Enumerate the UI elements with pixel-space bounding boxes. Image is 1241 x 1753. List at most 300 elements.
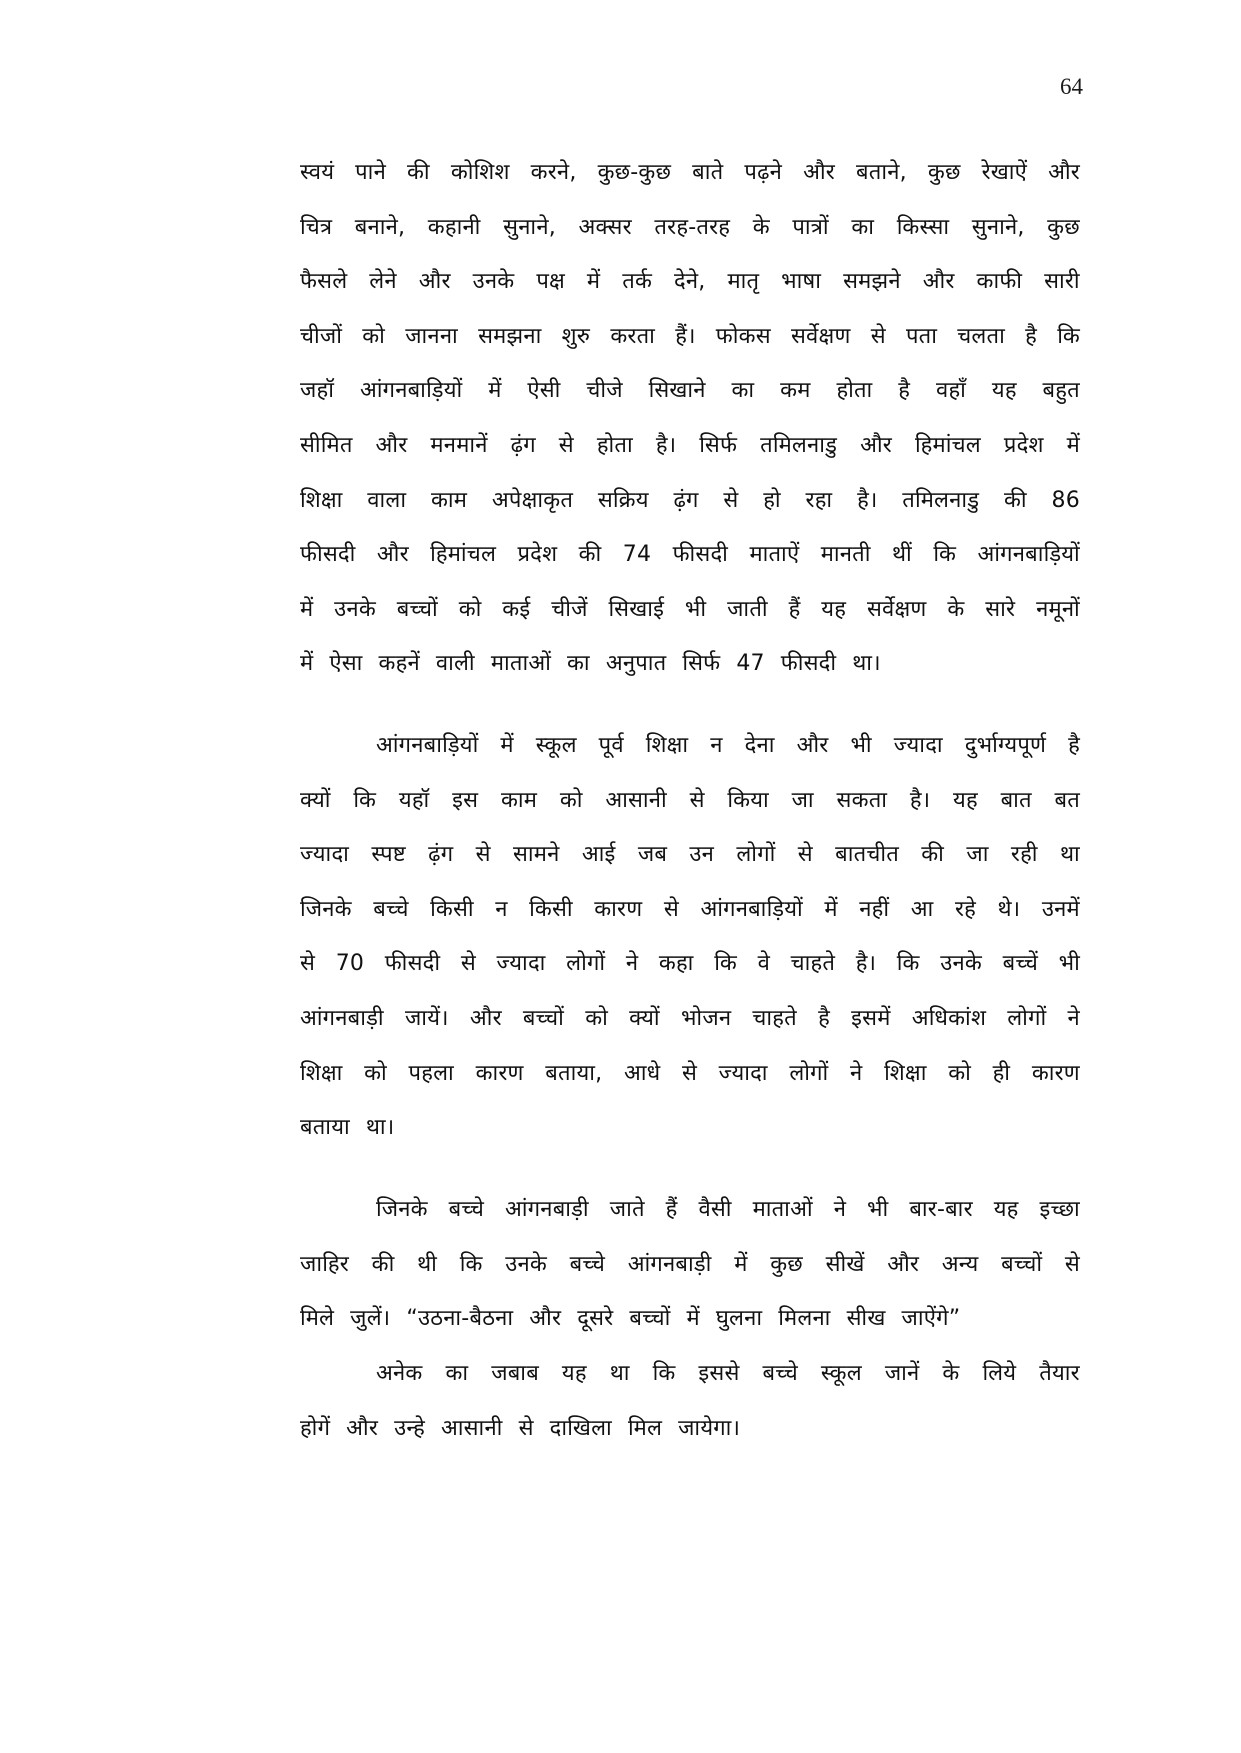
word: यहॉ bbox=[398, 787, 430, 813]
word: फीसदी bbox=[780, 651, 837, 677]
word: सामने bbox=[513, 842, 560, 868]
word: है। bbox=[909, 787, 931, 813]
word: को bbox=[948, 1060, 971, 1086]
text-line bbox=[300, 1238, 1080, 1293]
word: जाते bbox=[609, 1197, 645, 1222]
word: थी bbox=[417, 1251, 438, 1277]
word: सिखाने bbox=[648, 378, 706, 404]
word: किस्सा bbox=[896, 214, 950, 240]
word: आंगनबाड़ी bbox=[300, 1005, 384, 1031]
word: से bbox=[1064, 1251, 1080, 1277]
word: तर्क bbox=[622, 269, 653, 295]
word: से bbox=[797, 842, 813, 868]
word: सारी bbox=[1044, 269, 1080, 295]
word: तमिलनाडु bbox=[760, 432, 838, 458]
word: आंगनबाड़ियों bbox=[376, 733, 479, 758]
word: 86 bbox=[1051, 487, 1080, 513]
word: था। bbox=[852, 651, 881, 677]
paragraph-4 bbox=[300, 1347, 1080, 1456]
word: बच्चे bbox=[373, 896, 409, 922]
word: कुछ-कुछ bbox=[597, 160, 672, 185]
word: माताओं bbox=[752, 1197, 813, 1222]
word: 70 bbox=[335, 951, 365, 977]
word: और bbox=[860, 432, 892, 458]
word: आधे bbox=[623, 1060, 661, 1086]
word: कि bbox=[714, 951, 737, 977]
word: में bbox=[586, 269, 601, 295]
word: कारण bbox=[594, 896, 643, 922]
text-line bbox=[300, 828, 1080, 883]
word: चाहते bbox=[790, 951, 836, 977]
word: वैसी bbox=[698, 1197, 732, 1222]
word: से bbox=[475, 842, 491, 868]
word: हैं bbox=[788, 596, 801, 622]
word: शिक्षा bbox=[884, 1060, 927, 1086]
word: आसानी bbox=[441, 1415, 503, 1441]
word: रहा bbox=[805, 487, 833, 513]
word: की bbox=[921, 842, 945, 868]
word: कि bbox=[459, 1251, 483, 1277]
word: दाखिला bbox=[549, 1415, 612, 1441]
word: स्कूल bbox=[535, 733, 577, 758]
word: लोगों bbox=[1007, 1005, 1047, 1031]
word: देना bbox=[744, 733, 775, 758]
word: बच्चे bbox=[448, 1197, 485, 1222]
word: ढ़ंग bbox=[510, 432, 536, 458]
word: ऐसी bbox=[527, 378, 561, 404]
word: से bbox=[689, 787, 705, 813]
word: यह bbox=[991, 378, 1017, 404]
word: तमिलनाडु bbox=[902, 487, 980, 513]
word: ने bbox=[625, 951, 639, 977]
word: जायेगा। bbox=[678, 1415, 741, 1441]
word: इस bbox=[452, 787, 479, 813]
word: पात्रों bbox=[792, 214, 829, 240]
text-line bbox=[300, 1292, 1080, 1347]
word: तैयार bbox=[1039, 1361, 1080, 1386]
word: स्पष्ट bbox=[371, 842, 406, 868]
word: जानना bbox=[405, 323, 458, 349]
word: है bbox=[898, 378, 911, 404]
word: ने bbox=[1067, 1005, 1080, 1031]
word: से bbox=[558, 432, 574, 458]
word: होता bbox=[596, 432, 633, 458]
word: जा bbox=[791, 787, 814, 813]
word: चित्र bbox=[300, 214, 333, 240]
word: है। bbox=[655, 432, 677, 458]
word: सारे bbox=[985, 596, 1016, 622]
word: कि bbox=[896, 951, 920, 977]
word: किया bbox=[727, 787, 769, 813]
word: बच्चों bbox=[629, 1306, 671, 1332]
word: ज्यादा bbox=[718, 1060, 768, 1086]
text-line bbox=[300, 583, 1080, 638]
word: काफी bbox=[976, 269, 1023, 295]
word: बत bbox=[1054, 787, 1080, 813]
word: कहनें bbox=[378, 651, 420, 677]
word: था bbox=[609, 1361, 630, 1386]
word: आसानी bbox=[605, 787, 667, 813]
word: और bbox=[1048, 160, 1080, 185]
word: यह bbox=[953, 787, 978, 813]
word: में bbox=[300, 596, 314, 622]
word: फीसदी bbox=[300, 542, 356, 568]
word: काम bbox=[430, 487, 468, 513]
word: चाहते bbox=[752, 1005, 797, 1031]
word: अनुपात bbox=[605, 651, 667, 677]
word: हैं। bbox=[675, 323, 696, 349]
word: में bbox=[734, 1251, 748, 1277]
text-line bbox=[300, 528, 1080, 583]
word: लिये bbox=[982, 1361, 1017, 1386]
word: बच्चों bbox=[522, 1005, 565, 1031]
word: सर्वेक्षण bbox=[790, 323, 851, 349]
word: होगें bbox=[300, 1415, 331, 1441]
word: और bbox=[375, 432, 408, 458]
word: वहाँ bbox=[936, 378, 967, 404]
word: वाला bbox=[367, 487, 407, 513]
word: कुछ bbox=[770, 1251, 803, 1277]
word: कि bbox=[933, 542, 957, 568]
word: ऐसा bbox=[329, 651, 363, 677]
word: शिक्षा bbox=[300, 487, 343, 513]
word: बातचीत bbox=[835, 842, 899, 868]
word: वाली bbox=[435, 651, 475, 677]
word: जिनके bbox=[300, 896, 352, 922]
word: में bbox=[300, 651, 314, 677]
word: के bbox=[942, 1361, 960, 1386]
word: आंगनबाड़ियों bbox=[359, 378, 463, 404]
word: के bbox=[752, 214, 770, 240]
word: मिलना bbox=[778, 1306, 831, 1332]
word: बच्चों bbox=[396, 596, 438, 622]
word: बार-बार bbox=[909, 1197, 973, 1222]
word: रेखाऐं bbox=[981, 160, 1028, 185]
word: क्यों bbox=[300, 787, 331, 813]
text-line bbox=[300, 1402, 1080, 1457]
word: सक्रिय bbox=[597, 487, 649, 513]
page-number: 64 bbox=[1060, 74, 1083, 99]
word: कुछ bbox=[927, 160, 961, 185]
word: फैसले bbox=[300, 269, 348, 295]
word: तरह-तरह bbox=[654, 214, 731, 240]
word: जिनके bbox=[376, 1197, 428, 1222]
word: समझने bbox=[843, 269, 901, 295]
word: इसमें bbox=[851, 1005, 891, 1031]
word: करता bbox=[610, 323, 656, 349]
text-line bbox=[300, 364, 1080, 419]
word: ढ़ंग bbox=[428, 842, 454, 868]
word: में bbox=[500, 733, 514, 758]
word: थीं bbox=[891, 542, 912, 568]
word: मानती bbox=[820, 542, 871, 568]
word: में bbox=[1066, 432, 1080, 458]
word: बहुत bbox=[1042, 378, 1080, 404]
word: बनाने, bbox=[354, 214, 406, 240]
word: स्वयं bbox=[300, 160, 335, 185]
word: ने bbox=[833, 1197, 847, 1222]
word: कहा bbox=[658, 951, 694, 977]
word: आ bbox=[910, 896, 934, 922]
word: कहानी bbox=[427, 214, 481, 240]
word: कई bbox=[502, 596, 531, 622]
word: सिखाई bbox=[608, 596, 665, 622]
word: हैं bbox=[665, 1197, 678, 1222]
word: और bbox=[803, 160, 835, 185]
word: कि bbox=[1057, 323, 1080, 349]
word: कारण bbox=[475, 1060, 524, 1086]
word: भी bbox=[1058, 951, 1080, 977]
word: से bbox=[518, 1415, 534, 1441]
word: जायें। bbox=[404, 1005, 449, 1031]
word: बात bbox=[1000, 787, 1032, 813]
word: में bbox=[488, 378, 502, 404]
word: किसी bbox=[430, 896, 474, 922]
word: को bbox=[458, 596, 482, 622]
word: इच्छा bbox=[1039, 1197, 1080, 1222]
word: भोजन bbox=[680, 1005, 732, 1031]
word: भी bbox=[684, 596, 707, 622]
word: की bbox=[578, 542, 602, 568]
word: माताऐं bbox=[749, 542, 800, 568]
word: आई bbox=[581, 842, 616, 868]
text-line bbox=[300, 419, 1080, 474]
word: वे bbox=[757, 951, 771, 977]
word: और bbox=[887, 1251, 920, 1277]
word: ज्यादा bbox=[496, 951, 546, 977]
word: उनमें bbox=[1041, 896, 1080, 922]
text-line bbox=[300, 474, 1080, 529]
word: आंगनबाड़ी bbox=[627, 1251, 712, 1277]
word: मातृ bbox=[727, 269, 760, 295]
word: किसी bbox=[529, 896, 573, 922]
word: और bbox=[922, 269, 955, 295]
word: उनके bbox=[472, 269, 515, 295]
word: फीसदी bbox=[384, 951, 441, 977]
word: फोकस bbox=[715, 323, 771, 349]
word: सुनाने, bbox=[503, 214, 556, 240]
word: मिले bbox=[300, 1306, 335, 1332]
text-line bbox=[300, 146, 1080, 201]
word: थे। bbox=[997, 896, 1021, 922]
word: सिर्फ bbox=[682, 651, 721, 677]
text-line bbox=[300, 201, 1080, 256]
word: फीसदी bbox=[672, 542, 729, 568]
word: लेने bbox=[369, 269, 397, 295]
text-line bbox=[300, 310, 1080, 365]
word: नमूनों bbox=[1036, 596, 1080, 622]
word: पूर्व bbox=[598, 733, 624, 758]
word: का bbox=[445, 1361, 469, 1386]
text-line bbox=[300, 1047, 1080, 1102]
word: जानें bbox=[884, 1361, 920, 1386]
word: शिक्षा bbox=[645, 733, 689, 758]
word: नहीं bbox=[859, 896, 890, 922]
word: उनके bbox=[940, 951, 982, 977]
word: इससे bbox=[698, 1361, 740, 1386]
word: करने, bbox=[530, 160, 577, 185]
word: है bbox=[1025, 323, 1038, 349]
word: “उठना-बैठना bbox=[406, 1306, 514, 1332]
text-line bbox=[300, 883, 1080, 938]
word: बताया, bbox=[545, 1060, 603, 1086]
word: आंगनबाड़ियों bbox=[700, 896, 803, 922]
word: जब bbox=[637, 842, 668, 868]
word: 74 bbox=[622, 542, 652, 568]
word: को bbox=[559, 787, 583, 813]
word: है। bbox=[857, 487, 878, 513]
word: बाते bbox=[692, 160, 724, 185]
word: आंगनबाड़ी bbox=[505, 1197, 589, 1222]
word: पढ़ने bbox=[744, 160, 783, 185]
word: से bbox=[663, 896, 679, 922]
word: और bbox=[529, 1306, 562, 1332]
word: और bbox=[346, 1415, 379, 1441]
word: का bbox=[731, 378, 755, 404]
word: से bbox=[300, 951, 316, 977]
word: जबाब bbox=[491, 1361, 539, 1386]
word: कि bbox=[353, 787, 377, 813]
text-line bbox=[300, 1101, 1080, 1156]
word: में bbox=[686, 1306, 700, 1332]
word: न bbox=[710, 733, 723, 758]
word: चलता bbox=[957, 323, 1005, 349]
word: है। bbox=[855, 951, 877, 977]
word: उनके bbox=[334, 596, 376, 622]
word: यह bbox=[993, 1197, 1019, 1222]
word: बताया bbox=[300, 1115, 350, 1141]
word: मिल bbox=[627, 1415, 663, 1441]
paragraph-3 bbox=[300, 1183, 1080, 1347]
word: हो bbox=[763, 487, 781, 513]
word: जुलें। bbox=[350, 1306, 391, 1332]
word: काम bbox=[500, 787, 538, 813]
word: पता bbox=[905, 323, 938, 349]
word: भी bbox=[867, 1197, 889, 1222]
word: उनके bbox=[505, 1251, 547, 1277]
word: था bbox=[1059, 842, 1080, 868]
word: कारण bbox=[1031, 1060, 1080, 1086]
word: सुनाने, bbox=[971, 214, 1025, 240]
word: बताने, bbox=[856, 160, 907, 185]
word: यह bbox=[561, 1361, 587, 1386]
word: होता bbox=[836, 378, 873, 404]
text-line bbox=[300, 637, 1080, 692]
word: अक्सर bbox=[578, 214, 632, 240]
word: चीजों bbox=[300, 323, 343, 349]
word: जा bbox=[966, 842, 989, 868]
word: को bbox=[585, 1005, 608, 1031]
word: न bbox=[495, 896, 508, 922]
word: शुरु bbox=[561, 323, 591, 349]
word: स्कूल bbox=[820, 1361, 862, 1386]
word: ही bbox=[992, 1060, 1011, 1086]
word: सीखें bbox=[825, 1251, 865, 1277]
word: सीख bbox=[846, 1306, 886, 1332]
word: ज्यादा bbox=[300, 842, 350, 868]
word: से bbox=[723, 487, 739, 513]
word: क्यों bbox=[629, 1005, 660, 1031]
word: चीजे bbox=[586, 378, 623, 404]
word: समझना bbox=[478, 323, 542, 349]
paragraph-2 bbox=[300, 719, 1080, 1156]
word: का bbox=[851, 214, 875, 240]
word: दुर्भाग्यपूर्ण bbox=[964, 733, 1047, 758]
word: पहला bbox=[408, 1060, 454, 1086]
word: के bbox=[947, 596, 965, 622]
word: चीजें bbox=[551, 596, 588, 622]
word: सीमित bbox=[300, 432, 353, 458]
word: लोगों bbox=[789, 1060, 829, 1086]
word: और bbox=[376, 542, 409, 568]
word: ढ़ंग bbox=[673, 487, 699, 513]
word: अपेक्षाकृत bbox=[491, 487, 574, 513]
text-line bbox=[300, 937, 1080, 992]
word: सकता bbox=[836, 787, 888, 813]
text-line bbox=[300, 774, 1080, 829]
word: 47 bbox=[736, 651, 765, 677]
word: अनेक bbox=[376, 1361, 423, 1386]
word: हिमांचल bbox=[430, 542, 497, 568]
word: माताओं bbox=[490, 651, 552, 677]
text-line bbox=[300, 1347, 1080, 1402]
word: पक्ष bbox=[536, 269, 565, 295]
text-line bbox=[300, 719, 1080, 774]
word: से bbox=[681, 1060, 698, 1086]
text-line bbox=[300, 255, 1080, 310]
word: कम bbox=[780, 378, 811, 404]
word: में bbox=[824, 896, 838, 922]
word: बच्चे bbox=[569, 1251, 606, 1277]
word: बच्चें bbox=[1002, 951, 1039, 977]
word: था। bbox=[365, 1115, 395, 1141]
word: बच्चों bbox=[1001, 1251, 1043, 1277]
word: हिमांचल bbox=[914, 432, 981, 458]
word: जाती bbox=[727, 596, 768, 622]
text-line bbox=[300, 1183, 1080, 1238]
word: ने bbox=[850, 1060, 863, 1086]
word: अन्य bbox=[941, 1251, 979, 1277]
word: जाहिर bbox=[300, 1251, 350, 1277]
word: को bbox=[362, 323, 386, 349]
word: आंगनबाड़ियों bbox=[977, 542, 1080, 568]
text-line bbox=[300, 992, 1080, 1047]
word: दूसरे bbox=[577, 1306, 614, 1332]
word: की bbox=[1004, 487, 1027, 513]
word: उन्हे bbox=[394, 1415, 425, 1441]
word: को bbox=[364, 1060, 387, 1086]
word: जहॉ bbox=[300, 378, 335, 404]
word: भाषा bbox=[781, 269, 822, 295]
word: जाऐंगे” bbox=[901, 1306, 961, 1332]
word: मनमानें bbox=[430, 432, 488, 458]
word: ज्यादा bbox=[893, 733, 943, 758]
word: उन bbox=[689, 842, 715, 868]
word: भी bbox=[850, 733, 872, 758]
word: कोशिश bbox=[450, 160, 510, 185]
word: प्रदेश bbox=[517, 542, 558, 568]
word: सर्वेक्षण bbox=[866, 596, 927, 622]
paragraph-1 bbox=[300, 146, 1080, 692]
word: पाने bbox=[355, 160, 386, 185]
word: है bbox=[1068, 733, 1080, 758]
word: देने, bbox=[674, 269, 706, 295]
word: लोगों bbox=[566, 951, 606, 977]
word: और bbox=[418, 269, 451, 295]
word: से bbox=[870, 323, 886, 349]
word: बच्चे bbox=[762, 1361, 798, 1386]
word: और bbox=[469, 1005, 502, 1031]
